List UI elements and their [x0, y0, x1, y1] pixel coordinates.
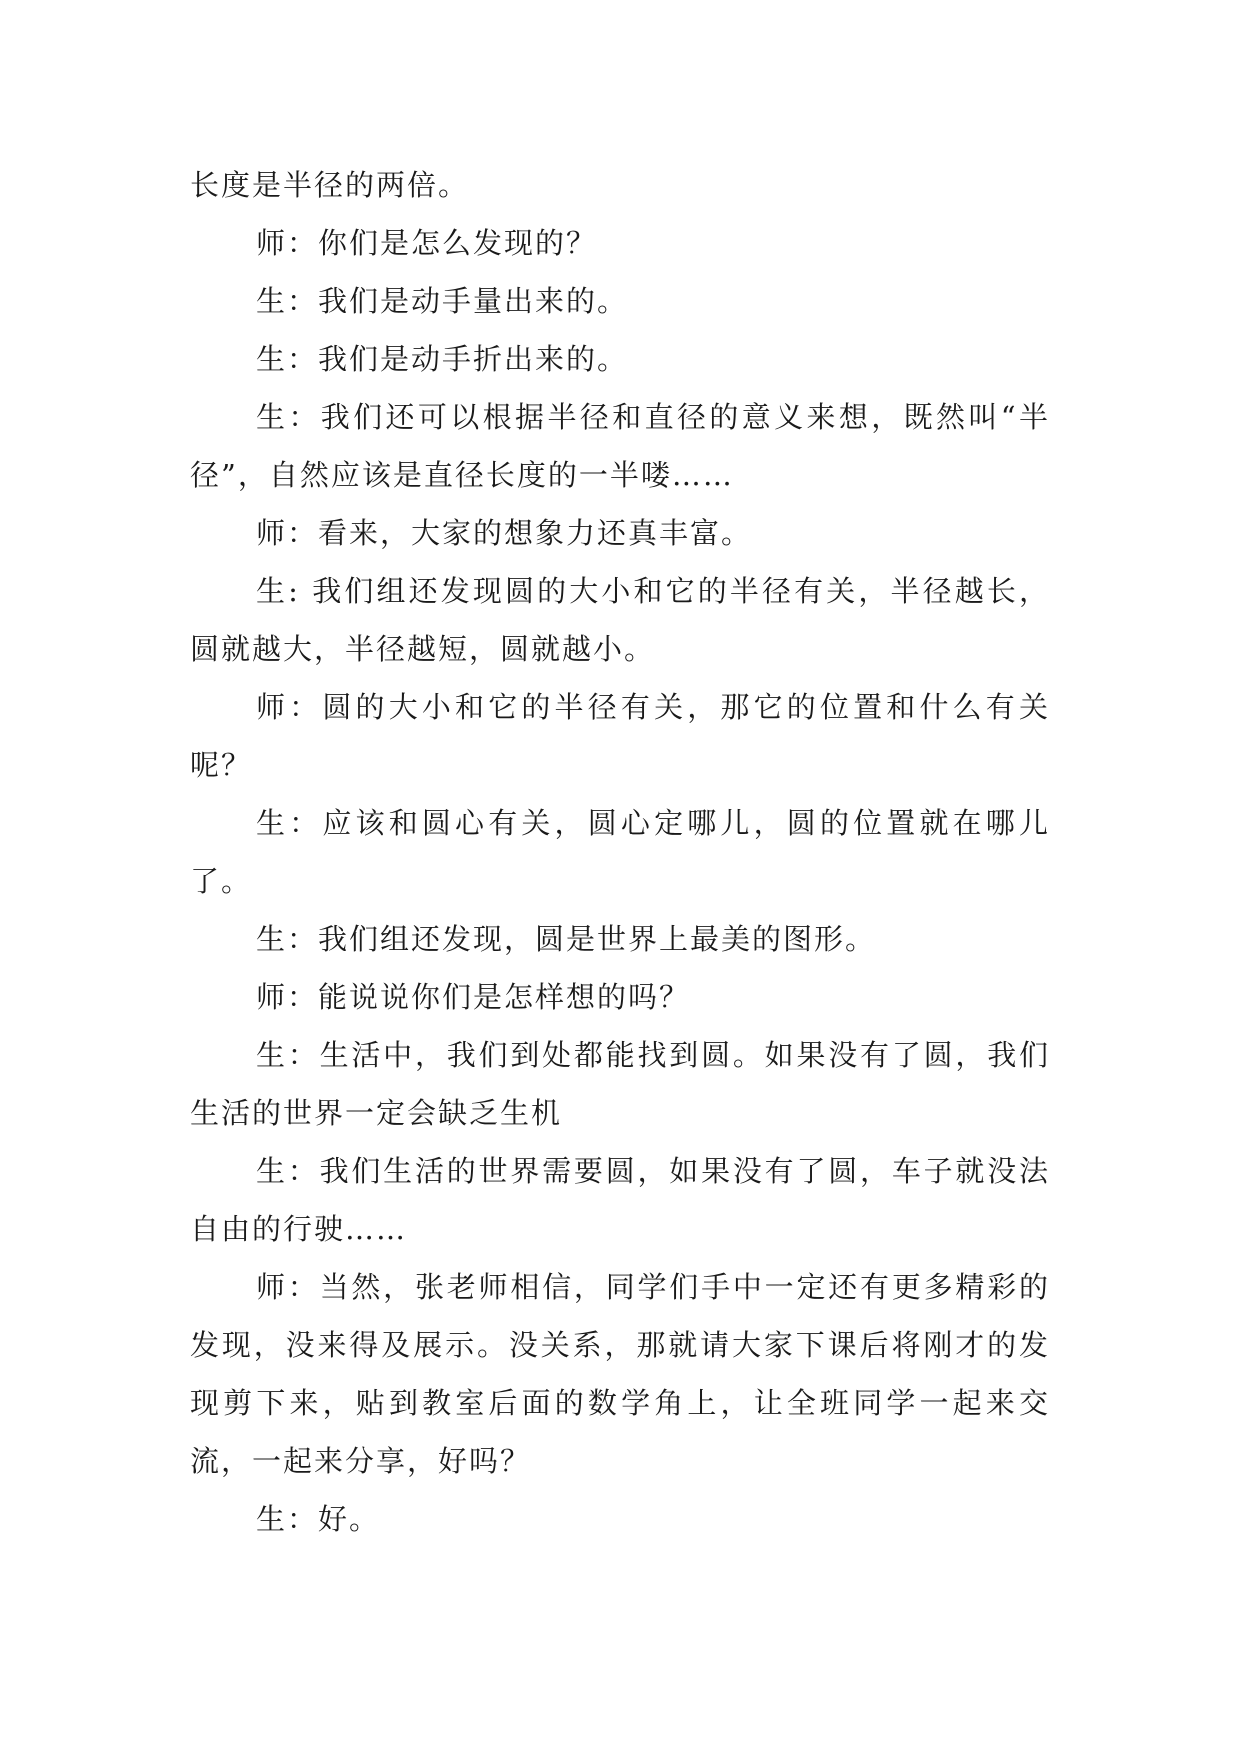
paragraph-teacher: 师：当然，张老师相信，同学们手中一定还有更多精彩的发现，没来得及展示。没关系，那就请大家下课后将刚才的发现剪下来，贴到教室后面的数学角上，让全班同学一起来交流，一起来分享，好吗？	[190, 1270, 1050, 1478]
document-page	[190, 156, 1050, 1548]
paragraph-teacher: 师：你们是怎么发现的？	[256, 226, 598, 260]
paragraph-student: 生：我们是动手折出来的。	[256, 342, 629, 376]
paragraph-teacher: 师：能说说你们是怎样想的吗？	[256, 980, 691, 1014]
paragraph-student: 生：我们还可以根据半径和直径的意义来想，既然叫“半径”，自然应该是直径长度的一半喽……	[190, 400, 1050, 492]
paragraph-teacher: 师：圆的大小和它的半径有关，那它的位置和什么有关呢？	[190, 690, 1050, 782]
paragraph-teacher: 师：看来，大家的想象力还真丰富。	[256, 516, 753, 550]
paragraph-student: 生：我们组还发现，圆是世界上最美的图形。	[256, 922, 877, 956]
paragraph-continuation: 长度是半径的两倍。	[190, 168, 470, 202]
paragraph-student: 生：我们生活的世界需要圆，如果没有了圆，车子就没法自由的行驶……	[190, 1154, 1050, 1246]
paragraph-student: 生：好。	[256, 1502, 381, 1536]
paragraph-student: 生：应该和圆心有关，圆心定哪儿，圆的位置就在哪儿了。	[190, 806, 1050, 898]
paragraph-student: 生：生活中，我们到处都能找到圆。如果没有了圆，我们生活的世界一定会缺乏生机	[190, 1038, 1050, 1130]
paragraph-student: 生: 我们组还发现圆的大小和它的半径有关，半径越长，圆就越大，半径越短，圆就越小。	[190, 574, 1050, 666]
paragraph-student: 生：我们是动手量出来的。	[256, 284, 629, 318]
